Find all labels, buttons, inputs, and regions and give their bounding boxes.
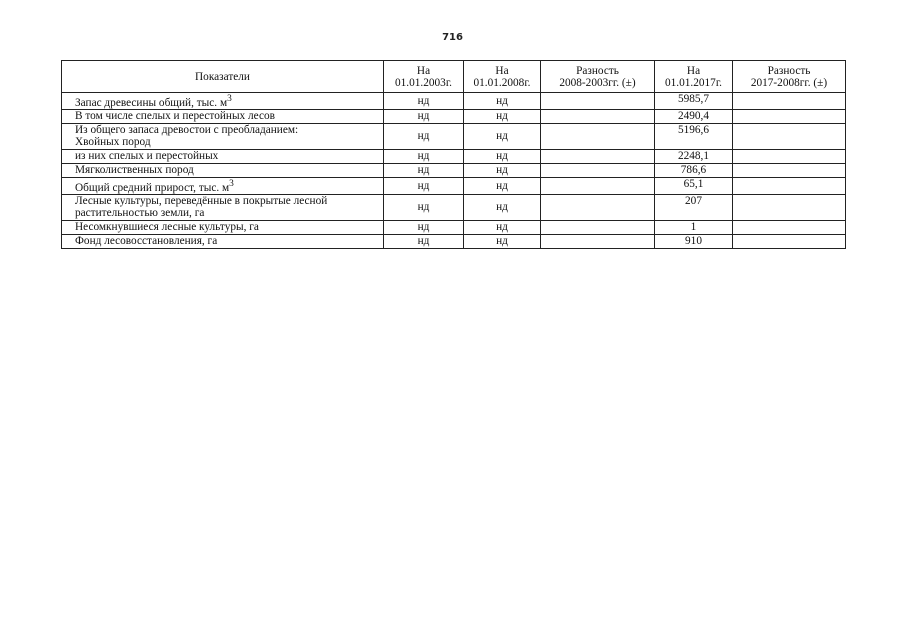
cell-diff-2008-2003 [541, 93, 655, 110]
cell-diff-2008-2003 [541, 220, 655, 234]
table-row [62, 109, 846, 123]
row-label: Мягколиственных пород [62, 163, 384, 177]
row-label: Общий средний прирост, тыс. $м^3$ [62, 177, 384, 194]
cell-diff-2008-2003 [541, 177, 655, 194]
cell-2003: нд [384, 177, 464, 194]
cell-diff-2008-2003 [541, 194, 655, 220]
row-label: из них спелых и перестойных [62, 149, 384, 163]
cell-diff-2008-2003 [541, 149, 655, 163]
header-diff-2008-2003: Разность 2008-2003гг. (±) [541, 61, 655, 93]
cell-diff-2008-2003 [541, 163, 655, 177]
row-label: Несомкнувшиеся лесные культуры, га [62, 220, 384, 234]
cell-diff-2008-2003 [541, 123, 655, 149]
cell-2008: нд [464, 234, 541, 248]
cell-2008: нд [464, 109, 541, 123]
cell-2017: 5985,7 [655, 93, 733, 110]
cell-2008: нд [464, 220, 541, 234]
table-row [62, 149, 846, 163]
cell-diff-2017-2008 [733, 234, 846, 248]
row-label: Лесные культуры, переведённые в покрытые лесной растительностью земли, га [62, 194, 384, 220]
header-2017: На 01.01.2017г. [655, 61, 733, 93]
cell-2008: нд [464, 194, 541, 220]
cell-2003: нд [384, 93, 464, 110]
table-row [62, 163, 846, 177]
table-row [62, 177, 846, 194]
cell-2008: нд [464, 177, 541, 194]
cell-2003: нд [384, 194, 464, 220]
table-row [62, 123, 846, 149]
cell-diff-2017-2008 [733, 93, 846, 110]
cell-2003: нд [384, 123, 464, 149]
cell-2017: 2248,1 [655, 149, 733, 163]
table-row [62, 194, 846, 220]
cell-2017: 2490,4 [655, 109, 733, 123]
header-2008: На 01.01.2008г. [464, 61, 541, 93]
table-row [62, 93, 846, 110]
cell-2017: 1 [655, 220, 733, 234]
cell-2008: нд [464, 93, 541, 110]
row-label: В том числе спелых и перестойных лесов [62, 109, 384, 123]
cell-2003: нд [384, 220, 464, 234]
cell-diff-2008-2003 [541, 234, 655, 248]
header-diff-2017-2008: Разность 2017-2008гг. (±) [733, 61, 846, 93]
table-header-row [62, 61, 846, 93]
cell-2008: нд [464, 149, 541, 163]
cell-2003: нд [384, 109, 464, 123]
cell-2017: 5196,6 [655, 123, 733, 149]
table-row [62, 220, 846, 234]
cell-2008: нд [464, 163, 541, 177]
cell-2008: нд [464, 123, 541, 149]
forest-indicators-table [61, 60, 846, 249]
cell-2003: нд [384, 149, 464, 163]
cell-diff-2017-2008 [733, 149, 846, 163]
row-label: Фонд лесовосстановления, га [62, 234, 384, 248]
cell-diff-2017-2008 [733, 123, 846, 149]
cell-diff-2017-2008 [733, 109, 846, 123]
cell-diff-2017-2008 [733, 220, 846, 234]
page-number: 716 [442, 32, 463, 43]
header-2003: На 01.01.2003г. [384, 61, 464, 93]
row-label: Запас древесины общий, тыс. $м^3$ [62, 93, 384, 110]
table-row [62, 234, 846, 248]
cell-diff-2017-2008 [733, 177, 846, 194]
cell-diff-2017-2008 [733, 163, 846, 177]
cell-2017: 910 [655, 234, 733, 248]
row-label: Из общего запаса древостои с преобладанием: Хвойных пород [62, 123, 384, 149]
cell-2003: нд [384, 234, 464, 248]
header-indicators: Показатели [62, 61, 384, 93]
cell-diff-2008-2003 [541, 109, 655, 123]
cell-2017: 65,1 [655, 177, 733, 194]
cell-2003: нд [384, 163, 464, 177]
cell-2017: 207 [655, 194, 733, 220]
cell-diff-2017-2008 [733, 194, 846, 220]
cell-2017: 786,6 [655, 163, 733, 177]
